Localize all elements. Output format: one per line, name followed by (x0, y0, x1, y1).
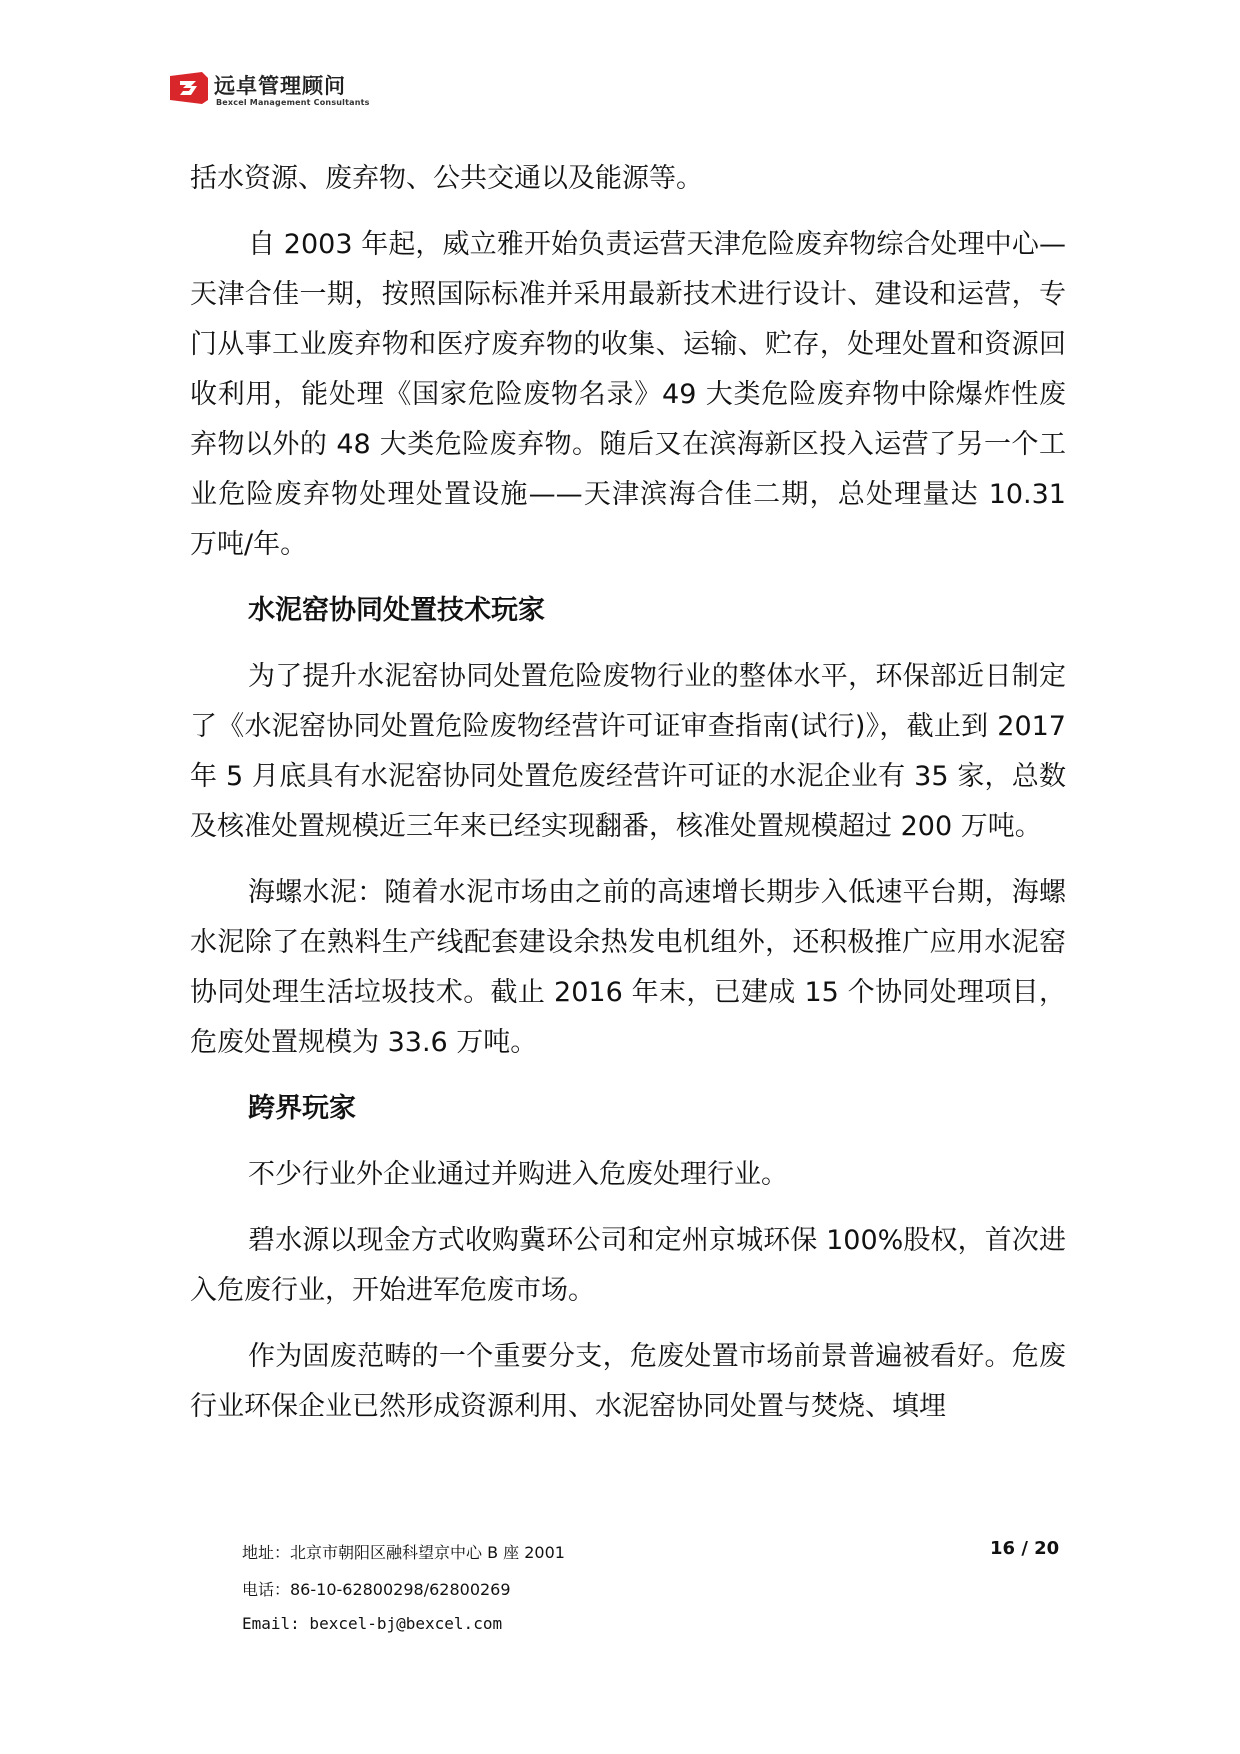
section-heading: 水泥窑协同处置技术玩家 (248, 595, 545, 626)
paragraph: 不少行业外企业通过并购进入危废处理行业。 (248, 1159, 788, 1190)
paragraph: 括水资源、废弃物、公共交通以及能源等。 (190, 163, 703, 194)
section-heading: 跨界玩家 (248, 1093, 356, 1124)
page-number: 16 / 20 (990, 1538, 1060, 1559)
logo-text-cn: 远卓管理顾问 (214, 74, 346, 98)
paragraph: 海螺水泥：随着水泥市场由之前的高速增长期步入低速平台期，海螺水泥除了在熟料生产线配套建设余热发电机组外，还积极推广应用水泥窑协同处理生活垃圾技术。截止 2016 年末，已建成 15 个协同处理项目，危废处置规模为 33.6 万吨。 (190, 877, 1066, 1058)
footer-email: Email: bexcel-bj@bexcel.com (242, 1614, 503, 1633)
paragraph: 自 2003 年起，威立雅开始负责运营天津危险废弃物综合处理中心—天津合佳一期，按照国际标准并采用最新技术进行设计、建设和运营，专门从事工业废弃物和医疗废弃物的收集、运输、贮存，处理处置和资源回收利用，能处理《国家危险废物名录》49 大类危险废弃物中除爆炸性废弃物以外的 48 大类危险废弃物。随后又在滨海新区投入运营了另一个工业危险废弃物处理处置设施——天津滨海合佳二期，总处理量达 10.31 万吨/年。 (190, 229, 1066, 560)
paragraph: 为了提升水泥窑协同处置危险废物行业的整体水平，环保部近日制定了《水泥窑协同处置危险废物经营许可证审查指南(试行)》，截止到 2017 年 5 月底具有水泥窑协同处置危废经营许可证的水泥企业有 35 家，总数及核准处置规模近三年来已经实现翻番，核准处置规模超过 200 万吨。 (190, 661, 1066, 842)
footer-address: 地址：北京市朝阳区融科望京中心 B 座 2001 (242, 1543, 565, 1562)
document-body (190, 154, 1066, 1432)
logo-text-en: Bexcel Management Consultants (216, 98, 370, 107)
paragraph: 碧水源以现金方式收购冀环公司和定州京城环保 100%股权，首次进入危废行业，开始进军危废市场。 (190, 1225, 1066, 1306)
logo-icon (170, 72, 208, 104)
paragraph: 作为固废范畴的一个重要分支，危废处置市场前景普遍被看好。危废行业环保企业已然形成资源利用、水泥窑协同处置与焚烧、填埋 (190, 1341, 1066, 1422)
footer-phone: 电话：86-10-62800298/62800269 (242, 1580, 511, 1599)
